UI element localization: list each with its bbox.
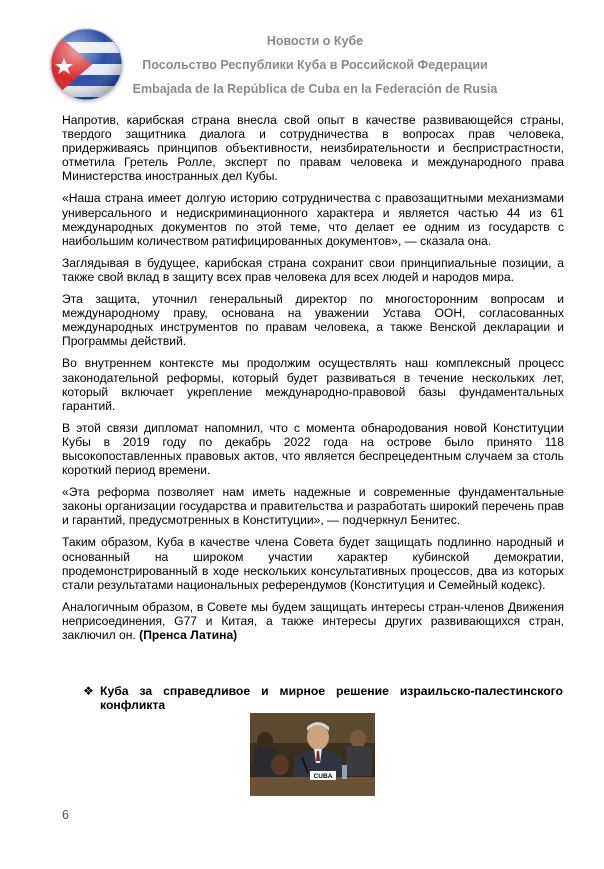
closing-text: Аналогичным образом, в Совете мы будем защищать интересы стран-членов Движения неприсоединения, G77 и Китая, а также интересы других развивающихся стран, заключил он. [62, 599, 564, 642]
paragraph: «Эта реформа позволяет нам иметь надежные и современные фундаментальные законы организации государства и правительства и разработать широкий перечень прав и гарантий, предусмотренных в Конституции», — подчеркнул Бенитес. [62, 485, 564, 528]
next-article-heading [83, 684, 563, 712]
embassy-name-es: Embajada de la República de Cuba en la Federación de Rusia [132, 82, 498, 96]
closing-paragraph [62, 600, 564, 642]
diamond-bullet-icon: ❖ [83, 684, 94, 698]
paragraph: Напротив, карибская страна внесла свой опыт в качестве развивающейся страны, твердого защитника диалога и сотрудничества в вопросах прав человека, придерживаясь принципов объективности, неизбирательности и беспристрастности, отметила Гретель Ролле, эксперт по правам человека и международного права Министерства иностранных дел Кубы. [62, 113, 564, 184]
country-nameplate: CUBA [313, 773, 333, 780]
news-source: (Пренса Латина) [139, 628, 238, 642]
paragraph: Во внутреннем контексте мы продолжим осуществлять наш комплексный процесс законодательной реформы, который будет развиваться в течение нескольких лет, который включает укрепление международно-правовой базы фундаментальных гарантий. [62, 356, 564, 413]
paragraph: В этой связи дипломат напомнил, что с момента обнародования новой Конституции Кубы в 2019 году по декабрь 2022 года на острове было принято 118 высокопоставленных правовых актов, что является беспрецедентным случаем за столь короткий период времени. [62, 420, 564, 478]
page-header [0, 0, 604, 108]
embassy-name-ru: Посольство Республики Куба в Российской Федерации [142, 58, 488, 72]
paragraph: Эта защита, уточнил генеральный директор по многосторонним вопросам и международному праву, основана на уважении Устава ООН, согласованных международных инструментов по правам человека, а также Венской декларации и Программы действий. [62, 292, 564, 349]
paragraph: Заглядывая в будущее, карибская страна сохранит свои принципиальные позиции, а также свой вклад в защиту всех прав человека для всех людей и народов мира. [62, 255, 564, 284]
article-body [62, 113, 564, 650]
cuban-flag-globe-icon [50, 28, 123, 101]
next-article-title: Куба за справедливое и мирное решение израильско-палестинского конфликта [100, 684, 563, 713]
article-photo [250, 713, 375, 796]
paragraph: «Наша страна имеет долгую историю сотрудничества с правозащитными механизмами универсального и недискриминационного характера и является частью 44 из 61 международных документов по этой теме, что делает ее одним из государств с наибольшим количеством ратифицированных документов», — сказала она. [62, 191, 564, 248]
newsletter-title: Новости о Кубе [266, 34, 364, 48]
paragraph: Таким образом, Куба в качестве члена Совета будет защищать подлинно народный и основанный на широком участии характер кубинской демократии, продемонстрированный в ходе нескольких консультативных процессов, два из которых стали результатами национальных референдумов (Конституция и Семейный кодекс). [62, 535, 564, 592]
page-number: 6 [62, 808, 69, 822]
